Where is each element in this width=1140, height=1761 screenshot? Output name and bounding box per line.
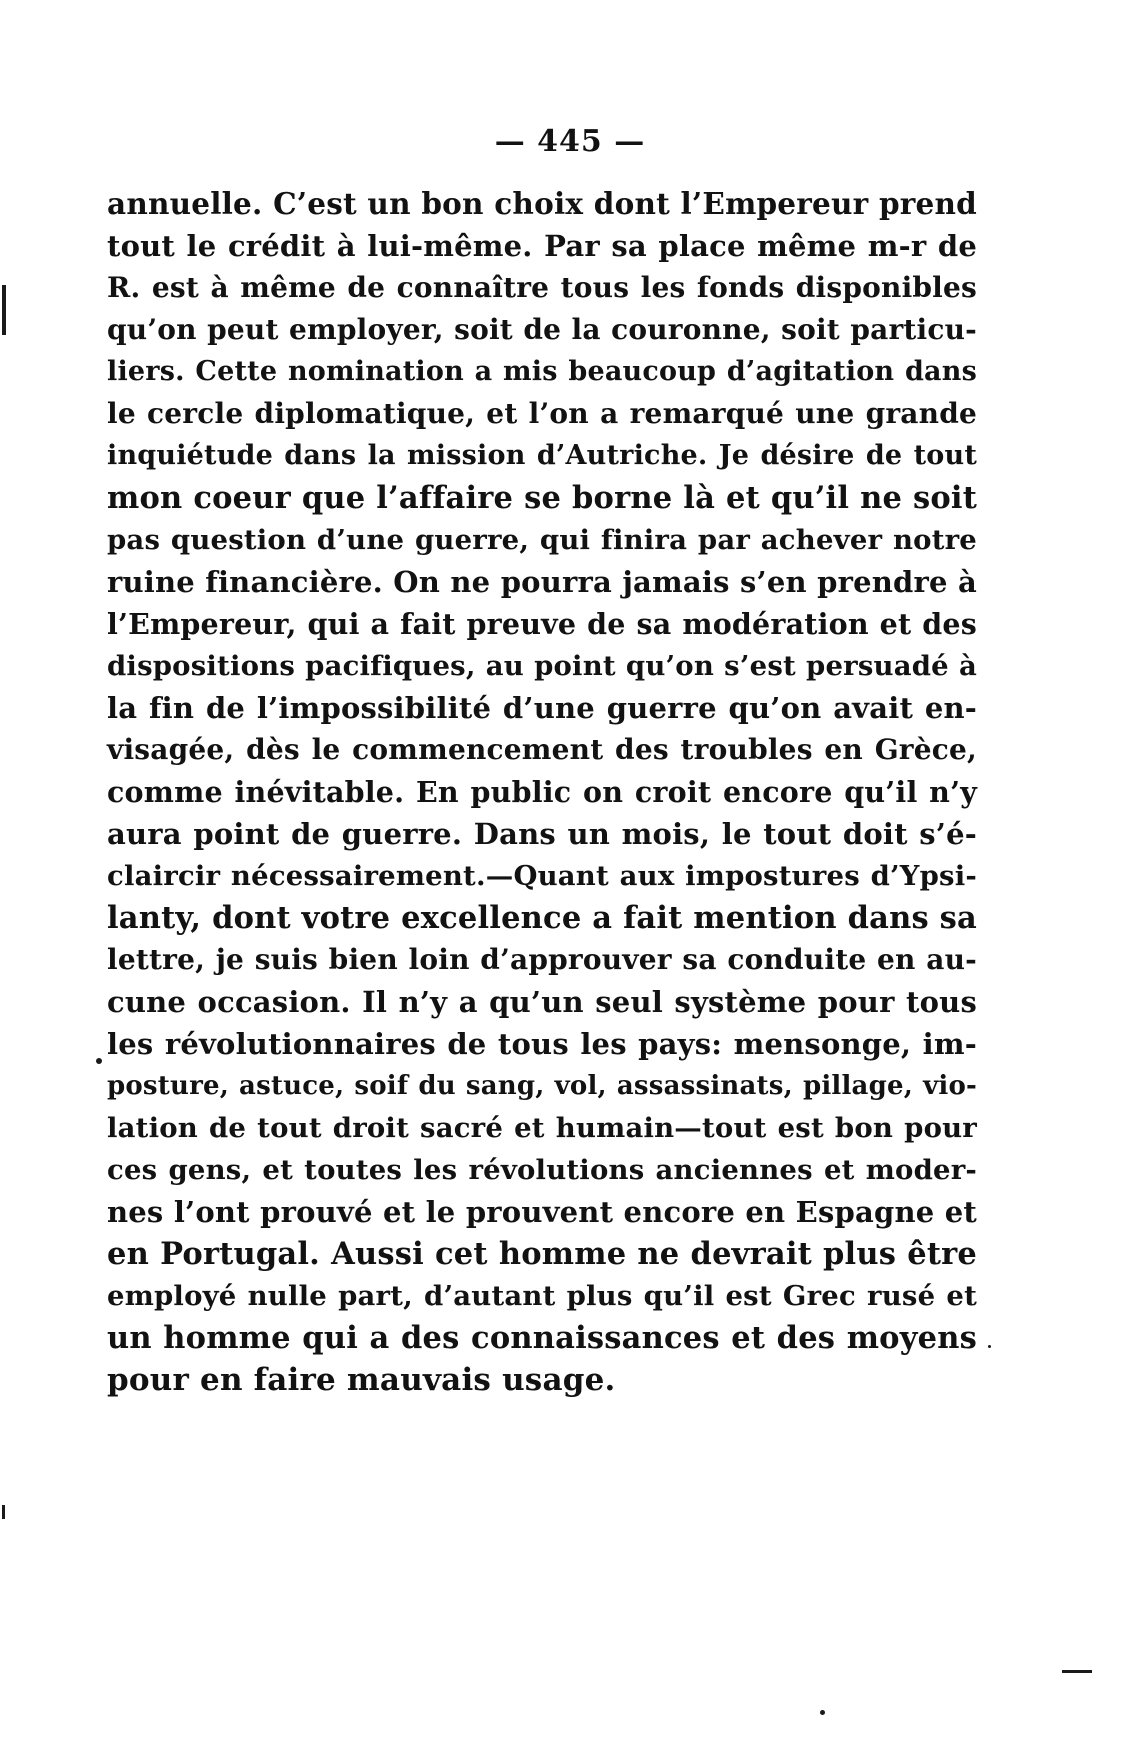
text-line: claircir nécessairement.—Quant aux impostures d’Ypsi- xyxy=(107,860,977,892)
text-line: lation de tout droit sacré et humain—tout est bon pour xyxy=(107,1112,977,1144)
scan-mark-left xyxy=(2,285,6,335)
text-line: employé nulle part, d’autant plus qu’il est Grec rusé et xyxy=(107,1280,977,1312)
text-line: annuelle. C’est un bon choix dont l’Empereur prend xyxy=(107,186,977,221)
text-line: pas question d’une guerre, qui finira par achever notre xyxy=(107,524,977,556)
text-line: cune occasion. Il n’y a qu’un seul système pour tous xyxy=(107,985,977,1019)
text-line: tout le crédit à lui-même. Par sa place même m-r de xyxy=(107,229,977,263)
scan-dot xyxy=(96,1058,102,1064)
text-line: inquiétude dans la mission d’Autriche. Je désire de tout xyxy=(107,440,977,471)
text-line: posture, astuce, soif du sang, vol, assassinats, pillage, vio- xyxy=(107,1071,977,1101)
page-number: — 445 — xyxy=(494,124,646,159)
text-line: lanty, dont votre excellence a fait mention dans sa xyxy=(107,900,977,936)
text-line: comme inévitable. En public on croit encore qu’il n’y xyxy=(107,775,977,809)
text-line: le cercle diplomatique, et l’on a remarqué une grande xyxy=(107,397,977,430)
text-line: ces gens, et toutes les révolutions anciennes et moder- xyxy=(107,1154,977,1186)
text-line: nes l’ont prouvé et le prouvent encore en Espagne et xyxy=(107,1195,977,1229)
scan-dash-right xyxy=(1062,1670,1092,1673)
text-line: R. est à même de connaître tous les fonds disponibles xyxy=(107,271,977,304)
scan-dot xyxy=(820,1710,825,1715)
text-line: en Portugal. Aussi cet homme ne devrait plus être xyxy=(107,1236,977,1272)
text-line: pour en faire mauvais usage. xyxy=(107,1362,616,1398)
text-line: lettre, je suis bien loin d’approuver sa conduite en au- xyxy=(107,943,977,976)
text-line: un homme qui a des connaissances et des moyens xyxy=(107,1320,977,1356)
text-line: liers. Cette nomination a mis beaucoup d’agitation dans xyxy=(107,356,977,387)
text-line: les révolutionnaires de tous les pays: mensonge, im- xyxy=(107,1027,977,1061)
text-line: la fin de l’impossibilité d’une guerre qu’on avait en- xyxy=(107,691,977,725)
text-line: mon coeur que l’affaire se borne là et qu’il ne soit xyxy=(107,480,977,516)
text-line: ruine financière. On ne pourra jamais s’en prendre à xyxy=(107,565,977,599)
body-text xyxy=(107,183,977,1401)
text-line: visagée, dès le commencement des troubles en Grèce, xyxy=(107,733,977,766)
text-line: l’Empereur, qui a fait preuve de sa modération et des xyxy=(107,607,977,641)
text-line: dispositions pacifiques, au point qu’on s’est persuadé à xyxy=(107,650,977,682)
scan-dot xyxy=(988,1345,991,1348)
scan-mark-left-dot xyxy=(2,1505,5,1519)
text-line: qu’on peut employer, soit de la couronne, soit particu- xyxy=(107,313,977,346)
text-line: aura point de guerre. Dans un mois, le tout doit s’é- xyxy=(107,817,977,851)
